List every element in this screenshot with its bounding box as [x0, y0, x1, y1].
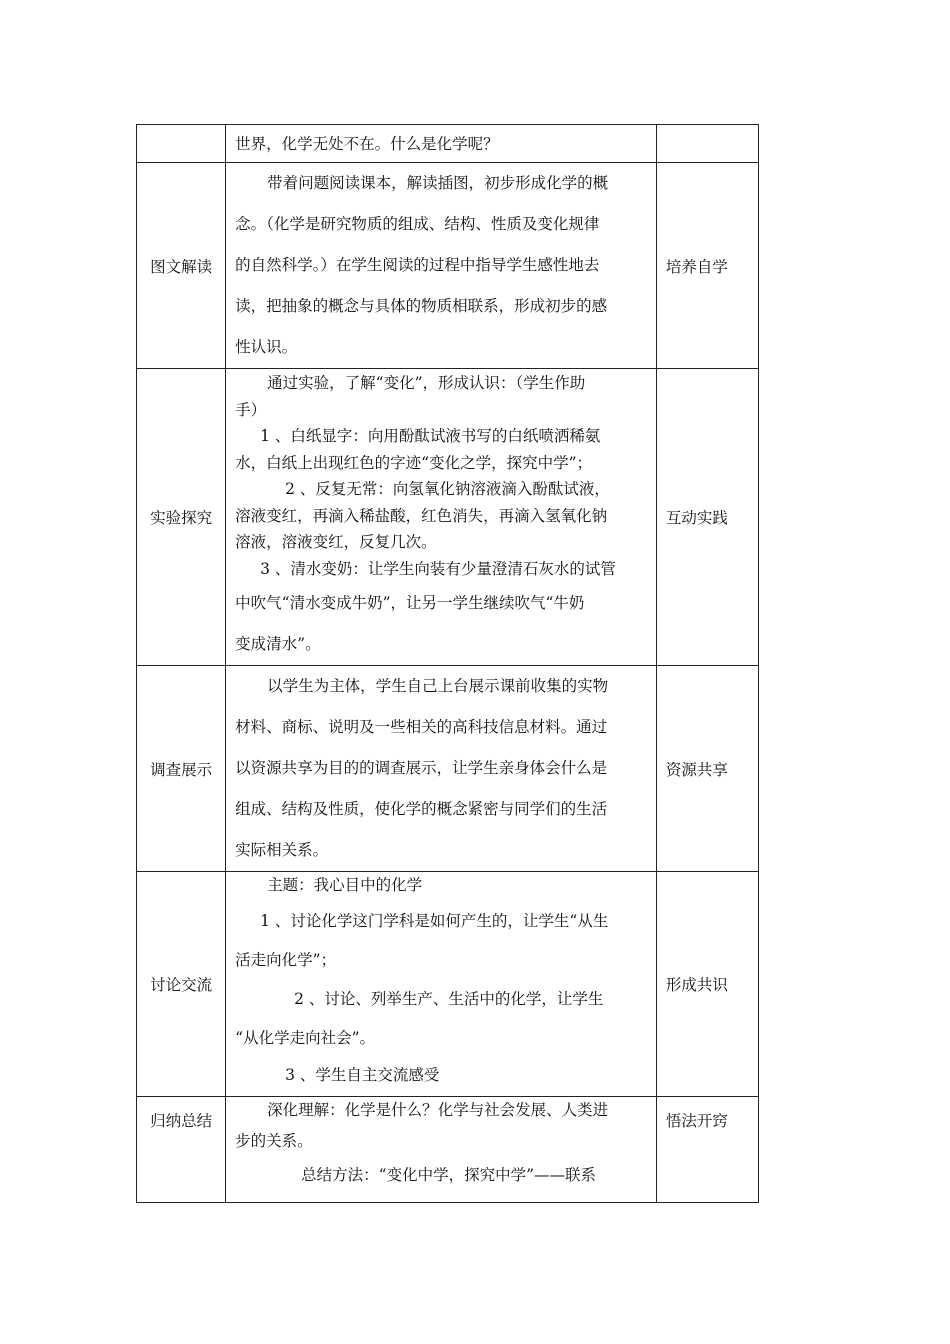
stage-label: 调查展示 [137, 666, 226, 872]
stage-label: 讨论交流 [137, 872, 226, 1097]
content-line: 性认识。 [235, 338, 298, 356]
content-line: 3 、清水变奶：让学生向装有少量澄清石灰水的试管 [260, 559, 616, 578]
stage-purpose [656, 125, 758, 163]
table-row [137, 666, 759, 872]
content-line: 1 、白纸显字：向用酚酞试液书写的白纸喷洒稀氨 [260, 427, 601, 445]
content-line: 1 、讨论化学这门学科是如何产生的，让学生“从生 [260, 912, 609, 930]
stage-label: 图文解读 [137, 163, 226, 369]
content-line: 3 、学生自主交流感受 [285, 1066, 440, 1084]
table-row [137, 1097, 759, 1203]
lesson-plan-table [136, 124, 759, 1203]
stage-label: 归纳总结 [137, 1097, 226, 1203]
content-line: 2 、讨论、列举生产、生活中的化学，让学生 [294, 990, 604, 1008]
stage-content [226, 369, 657, 666]
content-line: 组成、结构及性质，使化学的概念紧密与同学们的生活 [235, 800, 608, 818]
content-line: 总结方法：“变化中学，探究中学”——联系 [301, 1166, 596, 1184]
content-line: 中吹气“清水变成牛奶”，让另一学生继续吹气“牛奶 [235, 594, 585, 612]
table-row [137, 163, 759, 369]
content-line: 以资源共享为目的的调查展示，让学生亲身体会什么是 [235, 759, 608, 777]
content-line: 步的关系。 [235, 1132, 313, 1150]
content-line: 溶液变红，再滴入稀盐酸，红色消失，再滴入氢氧化钠 [235, 506, 608, 525]
content-line: 主题：我心目中的化学 [267, 876, 423, 894]
content-line: 变成清水”。 [235, 635, 321, 653]
table-row [137, 872, 759, 1097]
stage-content [226, 163, 657, 369]
stage-purpose: 悟法开窍 [656, 1097, 758, 1203]
stage-purpose: 互动实践 [656, 369, 758, 666]
content-line: 实际相关系。 [235, 841, 329, 859]
table-row [137, 125, 759, 163]
content-line: 通过实验，了解“变化”，形成认识：（学生作助 [267, 374, 586, 392]
content-line: 手） [235, 400, 267, 419]
stage-content [226, 872, 657, 1097]
content-line: 读，把抽象的概念与具体的物质相联系，形成初步的感 [235, 297, 608, 315]
content-line: 带着问题阅读课本，解读插图，初步形成化学的概 [267, 174, 609, 192]
content-line: “从化学走向社会”。 [235, 1029, 375, 1047]
content-line: 深化理解：化学是什么？化学与社会发展、人类进 [267, 1101, 609, 1119]
stage-purpose: 培养自学 [656, 163, 758, 369]
stage-label [137, 125, 226, 163]
stage-content [226, 1097, 657, 1203]
content-line: 溶液，溶液变红，反复几次。 [235, 533, 437, 551]
table-row [137, 369, 759, 666]
stage-content [226, 666, 657, 872]
stage-content [226, 125, 657, 163]
stage-purpose: 形成共识 [656, 872, 758, 1097]
content-line: 的自然科学。）在学生阅读的过程中指导学生感性地去 [235, 256, 600, 274]
content-line: 活走向化学”； [235, 951, 337, 969]
stage-purpose: 资源共享 [656, 666, 758, 872]
content-line: 水，白纸上出现红色的字迹“变化之学，探究中学”； [235, 453, 592, 472]
content-line: 以学生为主体，学生自己上台展示课前收集的实物 [267, 677, 609, 695]
content-line: 材料、商标、说明及一些相关的高科技信息材料。通过 [235, 718, 608, 736]
content-line: 2 、反复无常：向氢氧化钠溶液滴入酚酞试液， [285, 480, 610, 498]
content-line: 世界，化学无处不在。什么是化学呢？ [235, 134, 499, 153]
stage-label: 实验探究 [137, 369, 226, 666]
content-line: 念。（化学是研究物质的组成、结构、性质及变化规律 [235, 215, 600, 233]
